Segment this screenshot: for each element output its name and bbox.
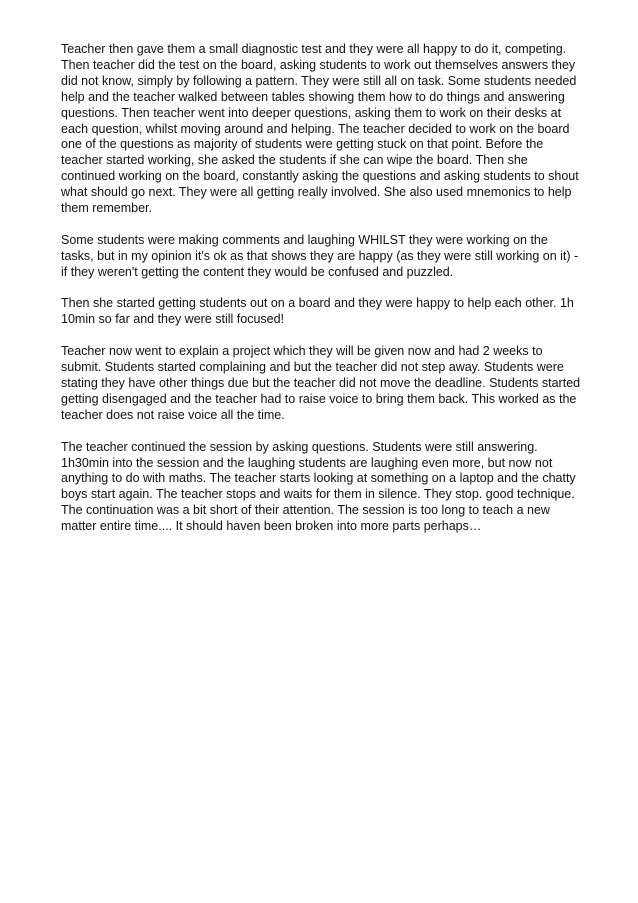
paragraph-diagnostic-test: Teacher then gave them a small diagnostic test and they were all happy to do it, competing. Then teacher did the test on the board, asking students to work out themselves answers they did not know, simply by following a pattern. They were still all on task. Some students needed help and the teacher walked between tables showing them how to do things and answering questions. Then teacher went into deeper questions, asking them to work on their desks at each question, whilst moving around and helping. The teacher decided to work on the board one of the questions as majority of students were getting stuck on that point. Before the teacher started working, she asked the students if she can wipe the board. Then she continued working on the board, constantly asking the questions and asking students to shout what should go next. They were all getting really involved. She also used mnemonics to help them remember. bbox=[61, 42, 579, 216]
paragraph-students-laughing: Some students were making comments and laughing WHILST they were working on the tasks, but in my opinion it's ok as that shows they are happy (as they were still working on it) - if they weren't getting the content they would be confused and puzzled. bbox=[61, 232, 579, 279]
paragraph-board-work: Then she started getting students out on a board and they were happy to help each other. 1h 10min so far and they were still focused! bbox=[61, 296, 574, 327]
observation-notes bbox=[61, 42, 581, 551]
paragraph-project-explanation: Teacher now went to explain a project which they will be given now and had 2 weeks to submit. Students started complaining and but the teacher did not step away. Students were stating they have other things due but the teacher did not move the deadline. Students started getting disengaged and the teacher had to raise voice to bring them back. This worked as the teacher does not raise voice all the time. bbox=[61, 344, 581, 422]
paragraph-session-continuation: The teacher continued the session by asking questions. Students were still answering. 1h30min into the session and the laughing students are laughing even more, but now not anything to do with maths. The teacher starts looking at something on a laptop and the chatty boys start again. The teacher stops and waits for them in silence. They stop. good technique. The continuation was a bit short of their attention. The session is too long to teach a new matter entire time.... It should haven been broken into more parts perhaps… bbox=[61, 439, 576, 534]
